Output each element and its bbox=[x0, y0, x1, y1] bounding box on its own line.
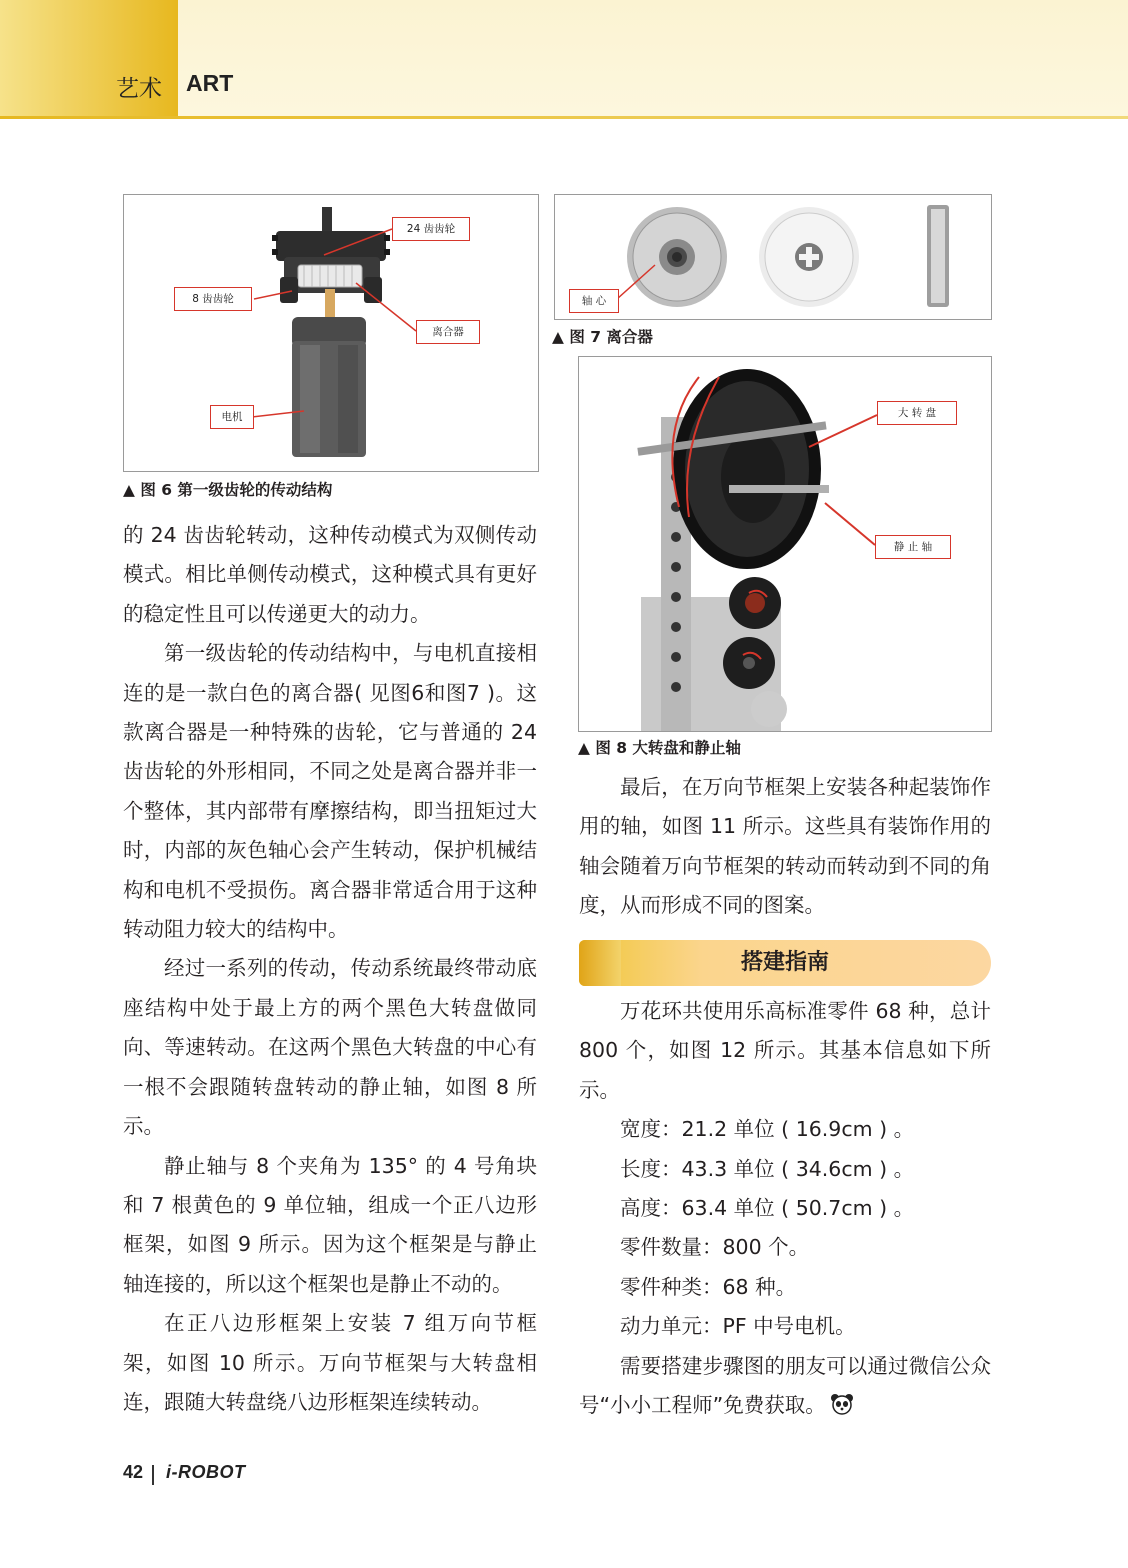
page-header bbox=[0, 0, 1128, 118]
spec-line: 零件种类：68 种。 bbox=[620, 1274, 797, 1299]
figure-8 bbox=[578, 356, 992, 732]
paragraph: 静止轴与 8 个夹角为 135° 的 4 号角块和 7 根黄色的 9 单位轴，组成一个正八边形框架，如图 9 所示。因为这个框架是与静止轴连接的，所以这个框架也是静止不动的。 bbox=[123, 1153, 537, 1296]
paragraph: 最后，在万向节框架上安装各种起装饰作用的轴，如图 11 所示。这些具有装饰作用的轴会随着万向节框架的转动而转动到不同的角度，从而形成不同的图案。 bbox=[579, 775, 991, 918]
spec-line: 动力单元：PF 中号电机。 bbox=[620, 1314, 856, 1339]
magazine-brand: i-ROBOT bbox=[166, 1462, 246, 1482]
label-axis-core: 轴 心 bbox=[569, 289, 619, 313]
footer-divider bbox=[152, 1465, 154, 1485]
page-number: 42 bbox=[123, 1462, 144, 1482]
section-title-en: ART bbox=[186, 70, 234, 96]
figure-8-caption: ▲ 图 8 大转盘和静止轴 bbox=[578, 739, 741, 757]
paragraph: 在正八边形框架上安装 7 组万向节框架，如图 10 所示。万向节框架与大转盘相连，跟随大转盘绕八边形框架连续转动。 bbox=[123, 1311, 537, 1414]
label-big-turntable: 大 转 盘 bbox=[877, 401, 957, 425]
spec-line: 长度：43.3 单位 ( 34.6cm ) 。 bbox=[620, 1156, 915, 1181]
section-title-cn: 艺术 bbox=[116, 76, 162, 102]
header-rule bbox=[0, 116, 1128, 119]
paragraph: 第一级齿轮的传动结构中，与电机直接相连的是一款白色的离合器( 见图6和图7 )。这款离合器是一种特殊的齿轮，它与普通的 24 齿齿轮的外形相同，不同之处是离合器并非一个整体，其内部带有摩擦结构，即当扭矩过大时，内部的灰色轴心会产生转动，保护机械结构和电机不受损伤。离合器非常适合用于这种转动阻力较大的结构中。 bbox=[123, 641, 537, 942]
right-column-bottom bbox=[579, 992, 991, 1425]
paragraph: 万花环共使用乐高标准零件 68 种，总计 800 个，如图 12 所示。其基本信息如下所示。 bbox=[579, 999, 991, 1102]
panda-icon bbox=[830, 1393, 854, 1415]
paragraph bbox=[579, 1347, 991, 1426]
clutch-gear-illustration bbox=[555, 195, 991, 319]
right-column-top bbox=[579, 768, 991, 926]
label-motor: 电机 bbox=[210, 405, 254, 429]
figure-6 bbox=[123, 194, 539, 472]
figure-7 bbox=[554, 194, 992, 320]
spec-line: 零件数量：800 个。 bbox=[620, 1235, 810, 1260]
label-clutch: 离合器 bbox=[416, 320, 480, 344]
left-column bbox=[123, 516, 537, 1422]
heading-title: 搭建指南 bbox=[740, 950, 829, 975]
label-24-gear: 24 齿齿轮 bbox=[392, 217, 470, 241]
label-8-gear: 8 齿齿轮 bbox=[174, 287, 252, 311]
label-static-axle: 静 止 轴 bbox=[875, 535, 951, 559]
closing-text: 需要搭建步骤图的朋友可以通过微信公众号“小小工程师”免费获取。 bbox=[579, 1353, 991, 1418]
paragraph: 经过一系列的传动，传动系统最终带动底座结构中处于最上方的两个黑色大转盘做同向、等速转动。在这两个黑色大转盘的中心有一根不会跟随转盘转动的静止轴，如图 8 所示。 bbox=[123, 956, 537, 1139]
figure-6-caption: ▲ 图 6 第一级齿轮的传动结构 bbox=[123, 481, 333, 499]
build-guide-heading bbox=[579, 940, 991, 986]
figure-7-caption: ▲ 图 7 离合器 bbox=[552, 328, 653, 346]
spec-line: 宽度：21.2 单位 ( 16.9cm ) 。 bbox=[620, 1117, 915, 1142]
paragraph: 的 24 齿齿轮转动，这种传动模式为双侧传动模式。相比单侧传动模式，这种模式具有更好的稳定性且可以传递更大的动力。 bbox=[123, 523, 537, 626]
spec-line: 高度：63.4 单位 ( 50.7cm ) 。 bbox=[620, 1196, 915, 1221]
